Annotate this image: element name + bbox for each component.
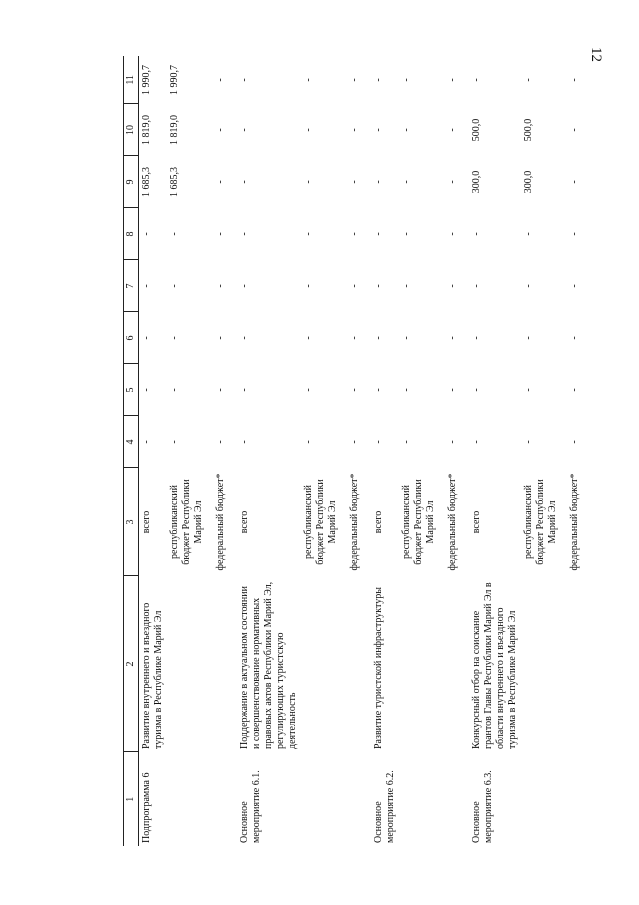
value-cell: -: [169, 336, 180, 340]
program-name-cell: [399, 752, 439, 846]
value-cell: -: [523, 78, 534, 82]
budget-table-container: [123, 56, 580, 846]
value-cell: -: [471, 284, 482, 288]
program-name-cell: [207, 752, 229, 846]
page-number: 12: [588, 47, 604, 62]
value-cell: 1 685,3: [141, 167, 152, 197]
value-cell: 1 819,0: [141, 115, 152, 145]
value-cell: -: [447, 78, 458, 82]
program-name-cell: Основное мероприятие 6.3.: [471, 770, 494, 843]
value-cell: -: [169, 284, 180, 288]
program-name-cell: [439, 752, 461, 846]
value-cell: -: [239, 440, 250, 444]
value-cell: -: [447, 128, 458, 132]
description-cell: [561, 576, 583, 752]
description-cell: [167, 576, 207, 752]
program-name-cell: [521, 752, 561, 846]
value-cell: -: [349, 284, 360, 288]
value-cell: -: [349, 78, 360, 82]
value-cell: -: [303, 128, 314, 132]
value-cell: -: [447, 388, 458, 392]
value-cell: -: [349, 232, 360, 236]
value-cell: -: [401, 78, 412, 82]
value-cell: -: [569, 440, 580, 444]
table-row: [301, 56, 341, 846]
funding-source-cell: федеральный бюджет*: [349, 473, 360, 571]
program-name-cell: [167, 752, 207, 846]
funding-source-cell: федеральный бюджет*: [569, 473, 580, 571]
description-cell: [301, 576, 341, 752]
value-cell: -: [471, 440, 482, 444]
value-cell: -: [401, 128, 412, 132]
description-cell: [521, 576, 561, 752]
column-header: 7: [124, 260, 139, 312]
value-cell: -: [169, 440, 180, 444]
program-name-cell: [301, 752, 341, 846]
value-cell: -: [447, 440, 458, 444]
table-row: [363, 56, 399, 846]
value-cell: -: [141, 388, 152, 392]
value-cell: -: [239, 180, 250, 184]
value-cell: -: [169, 388, 180, 392]
value-cell: -: [239, 232, 250, 236]
value-cell: -: [401, 336, 412, 340]
value-cell: -: [373, 388, 384, 392]
column-header: 6: [124, 312, 139, 364]
header-row: [124, 56, 139, 846]
funding-source-cell: республиканский бюджет Республики Марий Эл: [169, 479, 204, 565]
value-cell: -: [239, 128, 250, 132]
value-cell: -: [401, 440, 412, 444]
value-cell: 1 990,7: [141, 65, 152, 95]
column-header: 9: [124, 156, 139, 208]
column-header: 2: [124, 576, 139, 752]
value-cell: -: [523, 440, 534, 444]
table-row: [341, 56, 363, 846]
value-cell: -: [215, 180, 226, 184]
program-name-cell: Основное мероприятие 6.2.: [373, 770, 396, 843]
value-cell: 300,0: [523, 170, 534, 194]
table-row: [521, 56, 561, 846]
value-cell: -: [471, 78, 482, 82]
table-row: [461, 56, 521, 846]
description-cell: Конкурсный отбор на соискание грантов Главы Республики Марий Эл в области внутреннего и въездного туризма в Республике Марий Эл: [471, 582, 518, 749]
value-cell: -: [239, 78, 250, 82]
value-cell: -: [447, 284, 458, 288]
description-cell: Поддержание в актуальном состоянии и совершенствование нормативных правовых актов Республики Марий Эл, регулирующих туристскую деятельность: [239, 581, 298, 749]
value-cell: -: [373, 128, 384, 132]
table-row: [167, 56, 207, 846]
value-cell: -: [215, 128, 226, 132]
value-cell: -: [373, 284, 384, 288]
value-cell: -: [303, 232, 314, 236]
value-cell: -: [215, 78, 226, 82]
description-cell: [439, 576, 461, 752]
funding-source-cell: федеральный бюджет*: [215, 473, 226, 571]
description-cell: Развитие внутреннего и въездного туризма в Республике Марий Эл: [141, 602, 164, 749]
value-cell: 1 990,7: [169, 65, 180, 95]
table-row: [229, 56, 301, 846]
value-cell: -: [373, 78, 384, 82]
value-cell: -: [523, 388, 534, 392]
value-cell: -: [239, 388, 250, 392]
program-name-cell: Подпрограмма 6: [141, 772, 152, 843]
value-cell: -: [523, 284, 534, 288]
funding-source-cell: всего: [471, 510, 482, 534]
value-cell: -: [471, 232, 482, 236]
value-cell: -: [401, 232, 412, 236]
table-row: [561, 56, 583, 846]
funding-source-cell: республиканский бюджет Республики Марий Эл: [523, 479, 558, 565]
table-row: [399, 56, 439, 846]
column-header: 8: [124, 208, 139, 260]
value-cell: -: [569, 128, 580, 132]
value-cell: 1 819,0: [169, 115, 180, 145]
value-cell: -: [569, 180, 580, 184]
description-cell: [341, 576, 363, 752]
value-cell: -: [569, 78, 580, 82]
column-header: 5: [124, 364, 139, 416]
value-cell: -: [303, 180, 314, 184]
value-cell: -: [303, 388, 314, 392]
value-cell: -: [523, 336, 534, 340]
value-cell: -: [373, 232, 384, 236]
value-cell: -: [169, 232, 180, 236]
value-cell: -: [523, 232, 534, 236]
value-cell: -: [447, 232, 458, 236]
value-cell: -: [303, 284, 314, 288]
value-cell: -: [471, 388, 482, 392]
program-name-cell: [341, 752, 363, 846]
value-cell: 300,0: [471, 170, 482, 194]
description-cell: [399, 576, 439, 752]
value-cell: -: [349, 440, 360, 444]
value-cell: -: [239, 284, 250, 288]
table-row: [439, 56, 461, 846]
value-cell: -: [447, 180, 458, 184]
value-cell: -: [215, 388, 226, 392]
value-cell: -: [215, 440, 226, 444]
value-cell: -: [215, 284, 226, 288]
value-cell: -: [215, 232, 226, 236]
value-cell: -: [447, 336, 458, 340]
funding-source-cell: республиканский бюджет Республики Марий Эл: [303, 479, 338, 565]
value-cell: -: [373, 180, 384, 184]
program-name-cell: [561, 752, 583, 846]
budget-table: [123, 56, 583, 846]
value-cell: -: [569, 336, 580, 340]
value-cell: -: [141, 284, 152, 288]
value-cell: -: [141, 440, 152, 444]
column-header: 11: [124, 56, 139, 104]
column-header: 1: [124, 752, 139, 846]
value-cell: 500,0: [471, 118, 482, 142]
table-row: [139, 56, 168, 846]
column-header: 3: [124, 468, 139, 576]
program-name-cell: Основное мероприятие 6.1.: [239, 770, 262, 843]
value-cell: -: [373, 336, 384, 340]
value-cell: -: [141, 336, 152, 340]
value-cell: -: [401, 388, 412, 392]
column-header: 4: [124, 416, 139, 468]
value-cell: -: [141, 232, 152, 236]
funding-source-cell: всего: [239, 510, 250, 534]
value-cell: -: [569, 284, 580, 288]
description-cell: [207, 576, 229, 752]
value-cell: -: [569, 388, 580, 392]
value-cell: -: [303, 336, 314, 340]
value-cell: 1 685,3: [169, 167, 180, 197]
value-cell: -: [303, 78, 314, 82]
table-row: [207, 56, 229, 846]
value-cell: 500,0: [523, 118, 534, 142]
value-cell: -: [401, 180, 412, 184]
value-cell: -: [239, 336, 250, 340]
value-cell: -: [215, 336, 226, 340]
value-cell: -: [349, 336, 360, 340]
column-header: 10: [124, 104, 139, 156]
value-cell: -: [303, 440, 314, 444]
value-cell: -: [373, 440, 384, 444]
funding-source-cell: федеральный бюджет*: [447, 473, 458, 571]
value-cell: -: [349, 388, 360, 392]
value-cell: -: [349, 180, 360, 184]
value-cell: -: [401, 284, 412, 288]
description-cell: Развитие туристской инфраструктуры: [373, 587, 384, 749]
funding-source-cell: всего: [373, 510, 384, 534]
value-cell: -: [569, 232, 580, 236]
value-cell: -: [471, 336, 482, 340]
funding-source-cell: всего: [141, 510, 152, 534]
value-cell: -: [349, 128, 360, 132]
funding-source-cell: республиканский бюджет Республики Марий Эл: [401, 479, 436, 565]
table-body: [139, 56, 584, 846]
